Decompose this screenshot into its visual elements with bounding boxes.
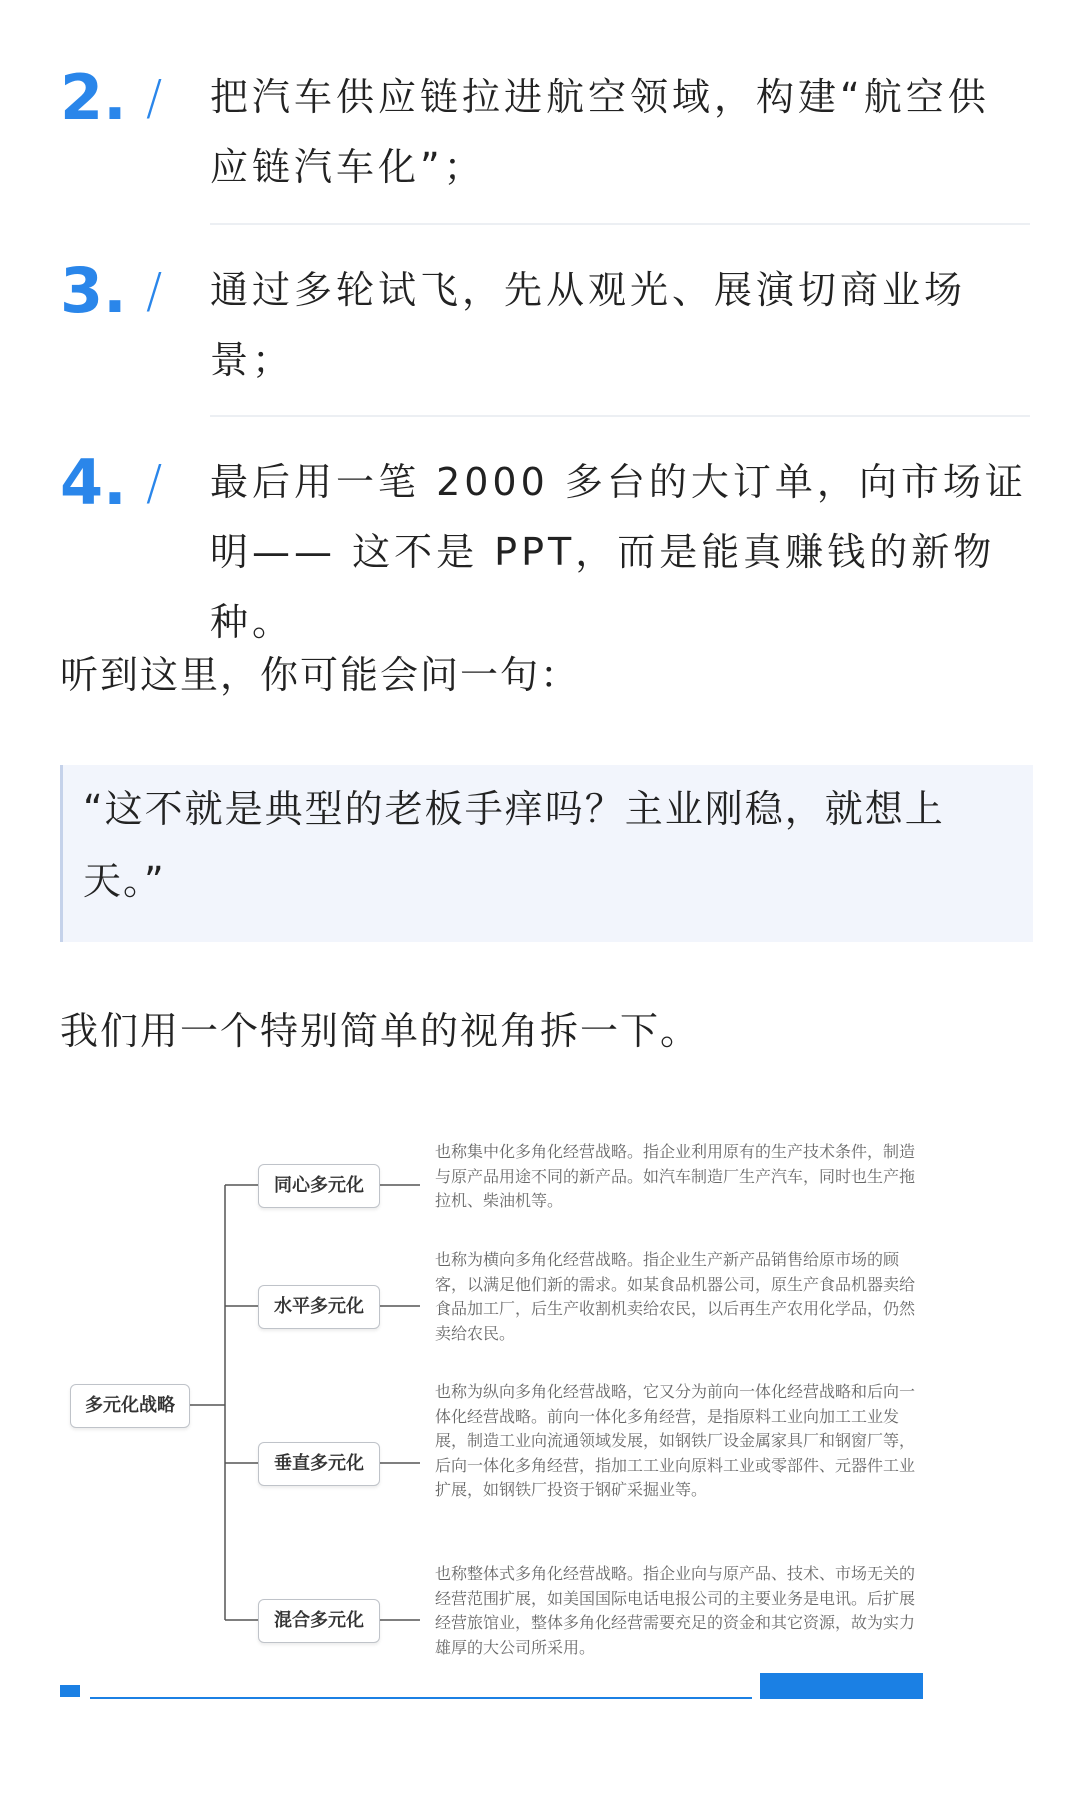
paragraph-intro: 我们用一个特别简单的视角拆一下。 bbox=[60, 1009, 701, 1053]
mindmap-node-vertical: 垂直多元化 bbox=[258, 1442, 380, 1486]
slash-icon: / bbox=[146, 455, 163, 511]
slash-icon: / bbox=[146, 263, 163, 319]
mindmap-desc-mixed: 也称整体式多角化经营战略。指企业向与原产品、技术、市场无关的经营范围扩展，如美国国际电话电报公司的主要业务是电讯。后扩展经营旅馆业，整体多角化经营需要充足的资金和其它资源，故为实力雄厚的大公司所采用。 bbox=[435, 1564, 916, 1657]
list-number: 4. bbox=[60, 446, 127, 519]
list-item-text: 通过多轮试飞，先从观光、展演切商业场景； bbox=[210, 268, 967, 382]
mindmap-node-horizontal: 水平多元化 bbox=[258, 1285, 380, 1329]
list-number: 3. bbox=[60, 254, 127, 327]
footer-bar-block bbox=[760, 1673, 923, 1699]
quote-text: “这不就是典型的老板手痒吗？主业刚稳，就想上天。” bbox=[83, 787, 945, 903]
list-item-text: 把汽车供应链拉进航空领域，构建“航空供应链汽车化”； bbox=[210, 75, 990, 189]
list-item-text: 最后用一笔 2000 多台的大订单，向市场证明—— 这不是 PPT，而是能真赚钱的新物种。 bbox=[210, 460, 1027, 644]
slash-icon: / bbox=[146, 70, 163, 126]
mindmap-root: 多元化战略 bbox=[70, 1384, 190, 1428]
list-number: 2. bbox=[60, 61, 127, 134]
mindmap-node-mixed: 混合多元化 bbox=[258, 1599, 380, 1643]
mindmap-desc-concentric: 也称集中化多角化经营战略。指企业利用原有的生产技术条件，制造与原产品用途不同的新产品。如汽车制造厂生产汽车，同时也生产拖拉机、柴油机等。 bbox=[435, 1142, 916, 1210]
footer-bar-line bbox=[90, 1697, 752, 1699]
mindmap-desc-vertical: 也称为纵向多角化经营战略，它又分为前向一体化经营战略和后向一体化经营战略。前向一体化多角经营，是指原料工业向加工工业发展，制造工业向流通领域发展，如钢铁厂设金属家具厂和钢窗厂等，后向一体化多角经营，指加工工业向原料工业或零部件、元器件工业扩展，如钢铁厂投资于钢矿采掘业等。 bbox=[435, 1382, 916, 1499]
footer-bar-small bbox=[60, 1685, 80, 1697]
mindmap-node-concentric: 同心多元化 bbox=[258, 1164, 380, 1208]
paragraph-question: 听到这里，你可能会问一句： bbox=[60, 653, 581, 697]
mindmap-desc-horizontal: 也称为横向多角化经营战略。指企业生产新产品销售给原市场的顾客，以满足他们新的需求。如某食品机器公司，原生产食品机器卖给食品加工厂，后生产收割机卖给农民，以后再生产农用化学品，仍然卖给农民。 bbox=[435, 1250, 916, 1343]
